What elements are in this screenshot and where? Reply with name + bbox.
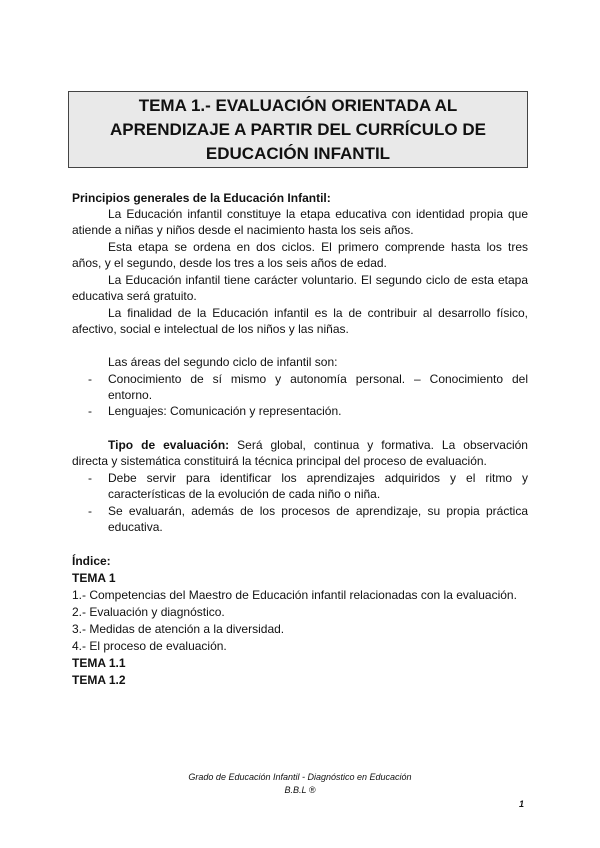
principios-p4-line2: afectivo, social e intelectual de los niños y las niñas. (72, 322, 349, 336)
principios-p2-line1: Esta etapa se ordena en dos ciclos. El primero comprende hasta los tres (108, 240, 528, 254)
areas-item1-line2: entorno. (108, 388, 153, 402)
evaluacion-line1-rest: Será global, continua y formativa. La observación (237, 438, 528, 452)
principios-p4-line1: La finalidad de la Educación infantil es la de contribuir al desarrollo físico, (108, 306, 528, 320)
indice-heading: Índice: (72, 554, 111, 568)
indice-item: 2.- Evaluación y diagnóstico. (72, 605, 225, 619)
evaluacion-label: Tipo de evaluación: (108, 438, 230, 452)
indice-tema1: TEMA 1 (72, 571, 116, 585)
indice-item: 3.- Medidas de atención a la diversidad. (72, 622, 285, 636)
principios-p3-line1: La Educación infantil tiene carácter voluntario. El segundo ciclo de esta etapa (108, 273, 528, 287)
evaluacion-item2-line1: Se evaluarán, además de los procesos de aprendizaje, su propia práctica (108, 504, 528, 518)
principios-p2-line2: años, y el segundo, desde los tres a los seis años de edad. (72, 256, 387, 270)
list-bullet: - (88, 372, 92, 386)
principios-heading: Principios generales de la Educación Infantil: (72, 191, 331, 205)
footer-line2: B.B.L ® (284, 785, 316, 795)
list-bullet: - (88, 404, 92, 418)
indice-item: 1.- Competencias del Maestro de Educación infantil relacionadas con la evaluación. (72, 588, 517, 602)
areas-item2: Lenguajes: Comunicación y representación. (108, 404, 342, 418)
evaluacion-item1-line2: características de la evolución de cada niño o niña. (108, 487, 381, 501)
principios-p1-line2: atiende a niñas y niños desde el nacimiento hasta los seis años. (72, 223, 414, 237)
principios-p1-line1: La Educación infantil constituye la etapa educativa con identidad propia que (108, 207, 528, 221)
indice-tema11: TEMA 1.1 (72, 656, 126, 670)
areas-item1-line1: Conocimiento de sí mismo y autonomía personal. – Conocimiento del (108, 372, 528, 386)
title-line-2: APRENDIZAJE A PARTIR DEL CURRÍCULO DE (110, 119, 486, 139)
areas-intro: Las áreas del segundo ciclo de infantil son: (108, 355, 338, 369)
indice-tema12: TEMA 1.2 (72, 673, 126, 687)
list-bullet: - (88, 471, 92, 485)
indice-item: 4.- El proceso de evaluación. (72, 639, 227, 653)
principios-p3-line2: educativa será gratuito. (72, 289, 197, 303)
evaluacion-line2: directa y sistemática constituirá la técnica principal del proceso de evaluación. (72, 454, 487, 468)
evaluacion-line1 (108, 437, 528, 453)
list-bullet: - (88, 504, 92, 518)
title-box (68, 91, 528, 168)
evaluacion-item1-line1: Debe servir para identificar los aprendizajes adquiridos y el ritmo y (108, 471, 528, 485)
title-line-1: TEMA 1.- EVALUACIÓN ORIENTADA AL (138, 95, 458, 115)
footer-line1: Grado de Educación Infantil - Diagnóstico en Educación (188, 772, 412, 782)
evaluacion-item2-line2: educativa. (108, 520, 163, 534)
title-line-3: EDUCACIÓN INFANTIL (205, 143, 391, 163)
page-number: 1 (519, 799, 525, 809)
